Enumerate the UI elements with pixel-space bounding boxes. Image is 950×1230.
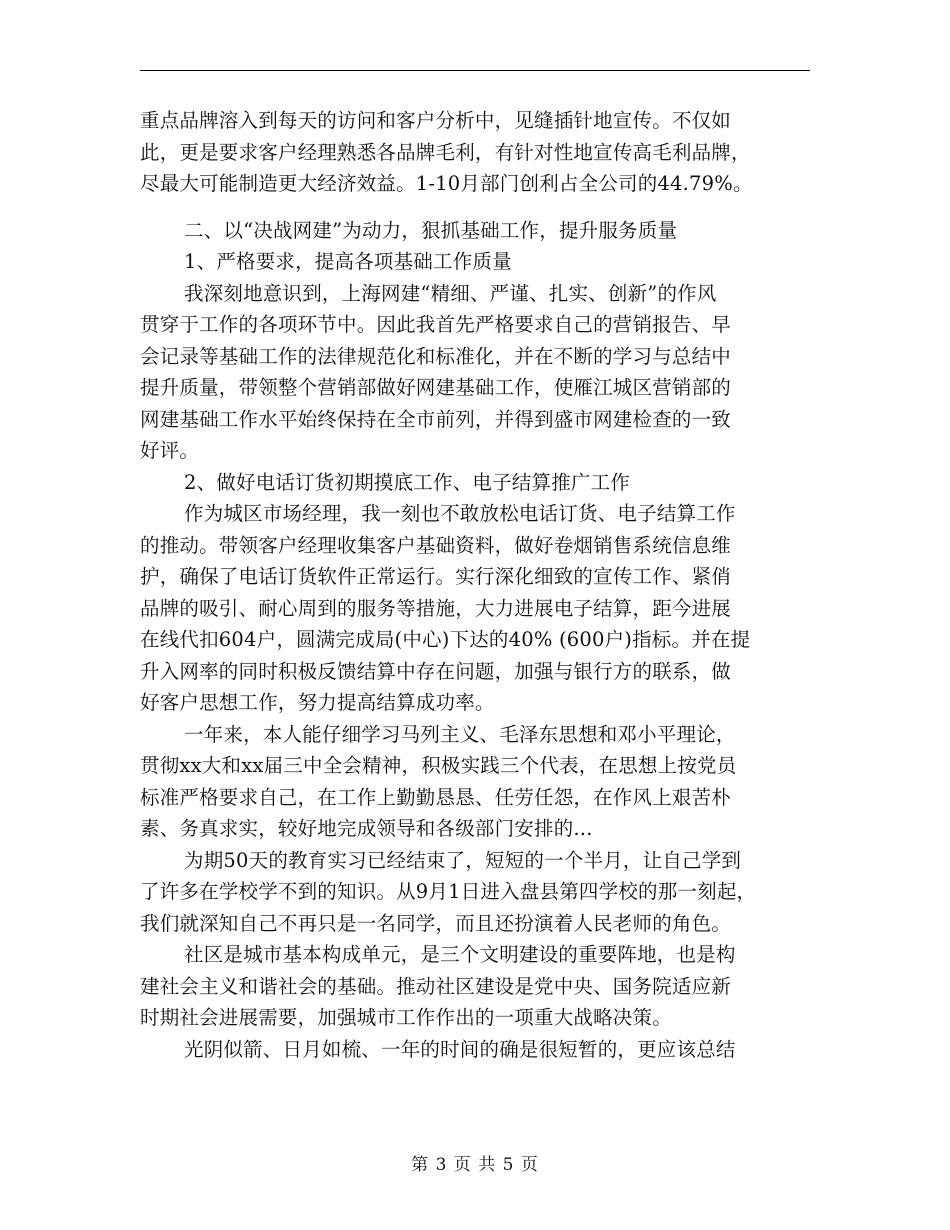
text-line: 好评。: [140, 439, 200, 462]
text-line: 在线代扣604户，圆满完成局(中心)下达的40% (600户)指标。并在提: [140, 628, 751, 651]
text-line: 升入网率的同时积极反馈结算中存在问题，加强与银行方的联系，做: [140, 659, 732, 683]
text-line: 品牌的吸引、耐心周到的服务等措施，大力进展电子结算，距今进展: [140, 596, 732, 620]
paragraph-gap: [140, 200, 820, 215]
text-line: 尽最大可能制造更大经济效益。1-10月部门创利占全公司的44.79%。: [140, 172, 753, 195]
document-body: [140, 105, 820, 1065]
text-line: 作为城区市场经理，我一刻也不敢放松电话订货、电子结算工作: [184, 502, 736, 525]
text-line: 素、务真求实，较好地完成领导和各级部门安排的...: [140, 817, 593, 840]
text-line: 此，更是要求客户经理熟悉各品牌毛利，有针对性地宣传高毛利品牌，: [140, 140, 751, 164]
text-line: 我深刻地意识到，上海网建“精细、严谨、扎实、创新”的作风: [184, 281, 717, 305]
section-heading: 二、以“决战网建”为动力，狠抓基础工作，提升服务质量: [184, 218, 678, 242]
text-line: 为期50天的教育实习已经结束了，短短的一个半月，让自己学到: [184, 848, 742, 872]
subsection-heading: 1、严格要求，提高各项基础工作质量: [184, 250, 512, 273]
header-rule: [140, 70, 810, 71]
text-line: 标准严格要求自己，在工作上勤勤恳恳、任劳任怨，在作风上艰苦朴: [140, 785, 732, 809]
text-line: 的推动。带领客户经理收集客户基础资料，做好卷烟销售系统信息维: [140, 533, 732, 557]
text-line: 了许多在学校学不到的知识。从9月1日进入盘县第四学校的那一刻起，: [140, 880, 757, 903]
text-line: 光阴似箭、日月如梳、一年的时间的确是很短暂的，更应该总结: [184, 1037, 736, 1061]
text-line: 建社会主义和谐社会的基础。推动社区建设是党中央、国务院适应新: [140, 974, 732, 998]
text-line: 时期社会进展需要，加强城市工作作出的一项重大战略决策。: [140, 1006, 672, 1029]
text-line: 会记录等基础工作的法律规范化和标准化，并在不断的学习与总结中: [140, 344, 732, 368]
page-footer: 第 3 页 共 5 页: [411, 1155, 539, 1175]
text-line: 重点品牌溶入到每天的访问和客户分析中，见缝插针地宣传。不仅如: [140, 109, 732, 132]
text-line: 网建基础工作水平始终保持在全市前列，并得到盛市网建检查的一致: [140, 407, 732, 431]
text-line: 贯彻xx大和xx届三中全会精神，积极实践三个代表，在思想上按党员: [140, 754, 737, 777]
text-line: 护，确保了电话订货软件正常运行。实行深化细致的宣传工作、紧俏: [140, 565, 732, 588]
text-line: 好客户思想工作，努力提高结算成功率。: [140, 691, 495, 714]
text-line: 社区是城市基本构成单元，是三个文明建设的重要阵地，也是构: [184, 943, 736, 966]
text-line: 贯穿于工作的各项环节中。因此我首先严格要求自己的营销报告、早: [140, 313, 732, 336]
text-line: 我们就深知自己不再只是一名同学，而且还扮演着人民老师的角色。: [140, 911, 732, 935]
subsection-heading: 2、做好电话订货初期摸底工作、电子结算推广工作: [184, 470, 631, 494]
text-line: 提升质量，带领整个营销部做好网建基础工作，使雁江城区营销部的: [140, 376, 732, 399]
text-line: 一年来，本人能仔细学习马列主义、毛泽东思想和邓小平理论，: [184, 722, 736, 746]
